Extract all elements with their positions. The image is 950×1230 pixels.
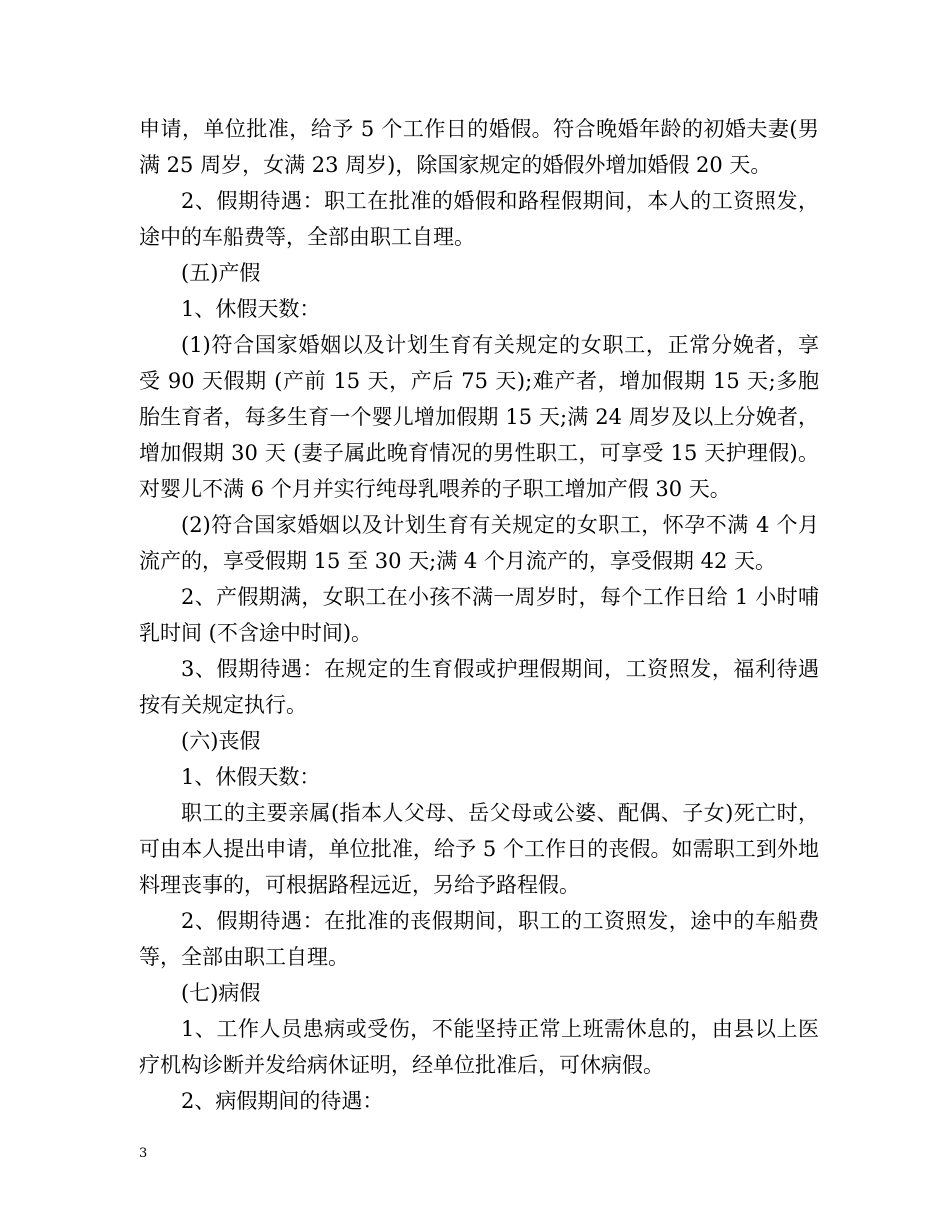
paragraph-8: 3、假期待遇：在规定的生育假或护理假期间，工资照发，福利待遇按有关规定执行。	[139, 657, 819, 717]
paragraph-4: 1、休假天数：	[181, 297, 321, 321]
paragraph-10: 1、休假天数：	[181, 765, 321, 789]
paragraph-6: (2)符合国家婚姻以及计划生育有关规定的女职工，怀孕不满 4 个月流产的，享受假期 15 至 30 天;满 4 个月流产的，享受假期 42 天。	[139, 513, 819, 573]
section-heading-bereavement-leave: (六)丧假	[181, 729, 261, 753]
page-number: 3	[139, 1146, 148, 1161]
paragraph-15: 2、病假期间的待遇：	[181, 1089, 384, 1113]
paragraph-11: 职工的主要亲属(指本人父母、岳父母或公婆、配偶、子女)死亡时，可由本人提出申请，单位批准，给予 5 个工作日的丧假。如需职工到外地料理丧事的，可根据路程远近，另给予路程假。	[139, 801, 819, 897]
paragraph-1: 申请，单位批准，给予 5 个工作日的婚假。符合晚婚年龄的初婚夫妻(男满 25 周岁，女满 23 周岁)，除国家规定的婚假外增加婚假 20 天。	[139, 117, 819, 177]
paragraph-14: 1、工作人员患病或受伤，不能坚持正常上班需休息的，由县以上医疗机构诊断并发给病休证明，经单位批准后，可休病假。	[139, 1017, 819, 1077]
paragraph-5: (1)符合国家婚姻以及计划生育有关规定的女职工，正常分娩者，享受 90 天假期 (产前 15 天，产后 75 天);难产者，增加假期 15 天;多胞胎生育者，每多生育一个婴儿增加假期 15 天;满 24 周岁及以上分娩者，增加假期 30 天 (妻子属此晚育情况的男性职工，可享受 15 天护理假)。对婴儿不满 6 个月并实行纯母乳喂养的子职工增加产假 30 天。	[139, 333, 819, 501]
section-heading-sick-leave: (七)病假	[181, 981, 261, 1005]
paragraph-12: 2、假期待遇：在批准的丧假期间，职工的工资照发，途中的车船费等，全部由职工自理。	[139, 909, 819, 969]
section-heading-maternity-leave: (五)产假	[181, 261, 261, 285]
document-body	[139, 111, 819, 1119]
paragraph-7: 2、产假期满，女职工在小孩不满一周岁时，每个工作日给 1 小时哺乳时间 (不含途中时间)。	[139, 585, 819, 645]
paragraph-2: 2、假期待遇：职工在批准的婚假和路程假期间，本人的工资照发，途中的车船费等，全部由职工自理。	[139, 189, 819, 249]
